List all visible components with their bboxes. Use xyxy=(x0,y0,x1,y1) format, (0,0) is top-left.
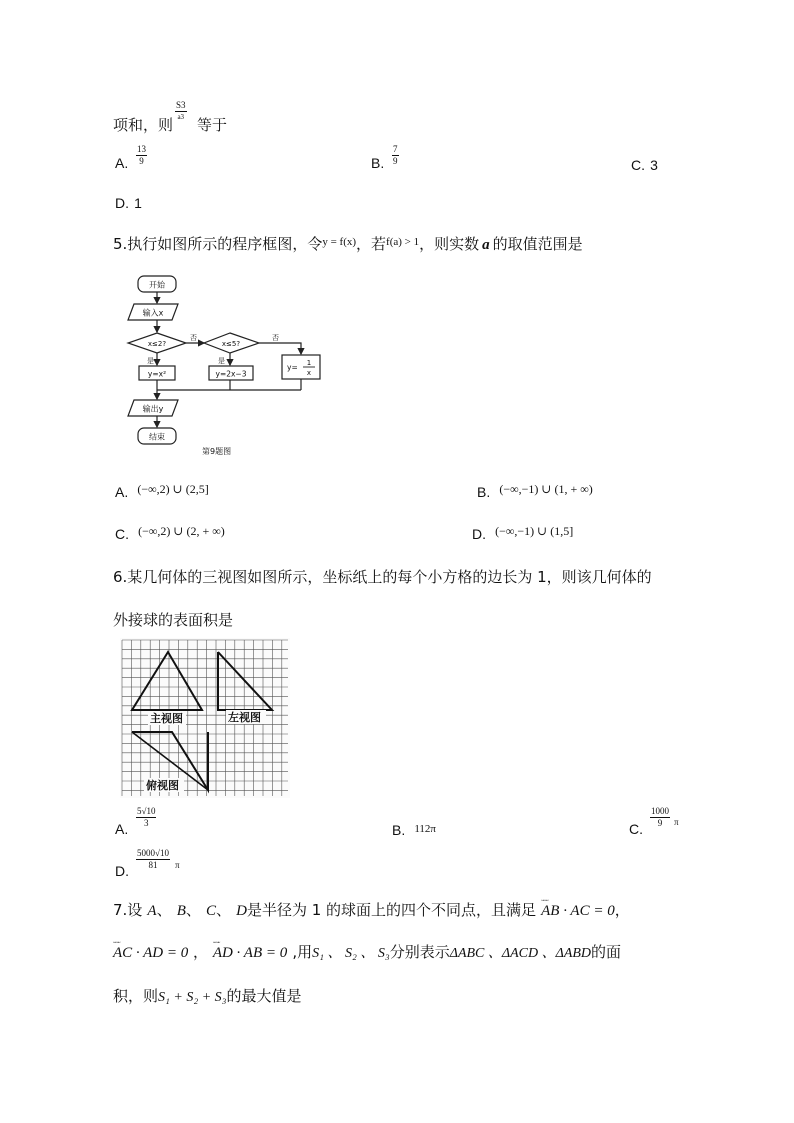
left-view-label: 左视图 xyxy=(228,711,261,724)
option-label: A. xyxy=(115,821,129,837)
q4-frac-num: S3 xyxy=(176,100,186,110)
option-label: B. xyxy=(392,822,406,838)
flow-box3-prefix: y= xyxy=(287,363,298,372)
q4-frac-den: a3 xyxy=(177,113,185,121)
option-label: C. xyxy=(629,821,643,837)
frac-num: 7 xyxy=(393,144,398,154)
q6-stem-line2: 外接球的表面积是 xyxy=(113,611,234,629)
flow-no2: 否 xyxy=(272,334,279,342)
vector-arrow-icon: ᵕᵕ ᵕᵕ xyxy=(113,938,120,947)
flow-cond1-text: x≤2? xyxy=(147,340,167,348)
q7-line3-b: 的最大值是 xyxy=(226,987,302,1005)
option-text: (−∞,2) ∪ (2, + ∞) xyxy=(138,524,225,538)
q7-line2-a: ,用 xyxy=(292,943,313,961)
frac-den: 9 xyxy=(139,156,144,166)
q7-eq2-text: AC · AD = 0 xyxy=(113,945,189,961)
q7-eq3 xyxy=(212,938,288,962)
option-suffix: π xyxy=(175,860,180,870)
flow-caption: 第9题图 xyxy=(202,447,232,456)
flow-box3-num: 1 xyxy=(306,359,312,367)
option-fraction xyxy=(136,848,170,871)
frac-num: 5000√10 xyxy=(137,848,169,858)
frac-num: 5√10 xyxy=(137,806,156,816)
option-text: (−∞,−1) ∪ (1, + ∞) xyxy=(499,482,593,496)
vector-arrow-icon: ᵕᵕ ᵕᵕ xyxy=(212,938,219,947)
q6-option-b[interactable] xyxy=(392,820,436,839)
flow-yes1: 是 xyxy=(147,357,154,365)
q5-stem-a: 5.执行如图所示的程序框图，令 xyxy=(113,235,323,253)
option-text: (−∞,−1) ∪ (1,5] xyxy=(495,524,574,538)
q7-pt-c: C xyxy=(205,903,216,919)
vector-arrow-icon: ᵕᵕ ᵕᵕ xyxy=(541,896,548,905)
q7-sep: 、 xyxy=(215,901,231,919)
option-fraction xyxy=(650,806,670,829)
q5-stem-var: a xyxy=(482,237,490,253)
option-text: 3 xyxy=(650,157,658,173)
q7-line1: 7.设 A、 B、 C、 D是半径为 1 的球面上的四个不同点，且满足 ᵕᵕ ᵕᵕ AB · AC = 0， xyxy=(113,896,630,919)
option-text: 112π xyxy=(414,823,436,835)
flow-yes2: 是 xyxy=(218,357,225,365)
q7-sum: S₁ + S₂ + S₃ xyxy=(158,990,227,1005)
frac-den: 9 xyxy=(657,818,663,828)
q5-stem-d: 的取值范围是 xyxy=(492,235,583,253)
option-label: A. xyxy=(115,484,129,500)
q7-line3 xyxy=(113,985,302,1006)
q7-line2: ᵕᵕ ᵕᵕ AC · AD = 0 ， ᵕᵕ ᵕᵕ AD · AB = 0 ,用S₁ 、 S₂ 、 S₃分别表示ΔABC 、ΔACD 、ΔABD的面 xyxy=(113,938,622,961)
flow-box1-text: y=x² xyxy=(147,369,167,379)
q7-line2-b: 分别表示 xyxy=(389,943,450,961)
q7-line2-c: 的面 xyxy=(591,943,622,961)
q5-stem xyxy=(113,233,713,255)
flow-output-text: 输出y xyxy=(142,404,164,414)
flow-cond2-text: x≤5? xyxy=(221,340,241,348)
flow-box2-text: y=2x−3 xyxy=(215,369,247,379)
flow-end-text: 结束 xyxy=(149,432,165,442)
q5-option-c[interactable] xyxy=(115,524,225,543)
frac-num: 13 xyxy=(137,144,146,154)
q4-stem-text2: 等于 xyxy=(197,116,228,134)
flowchart-figure xyxy=(120,272,340,464)
q7-pt-d: D xyxy=(236,903,247,919)
q5-stem-b: ，若 xyxy=(356,235,387,253)
q7-sep: 、 xyxy=(185,901,201,919)
q5-option-d[interactable] xyxy=(472,524,573,543)
option-text: 1 xyxy=(134,195,142,211)
option-text: (−∞,2) ∪ (2,5] xyxy=(137,482,209,496)
q4-stem-text: 项和，则 xyxy=(113,116,174,134)
option-label: D. xyxy=(115,863,129,879)
frac-den: 81 xyxy=(148,860,158,870)
flow-input-text: 输入x xyxy=(142,308,164,318)
option-fraction xyxy=(136,806,156,829)
three-view-svg xyxy=(120,638,290,798)
option-label: C. xyxy=(631,157,645,173)
flow-start-text: 开始 xyxy=(149,280,165,290)
q4-option-c[interactable] xyxy=(631,155,658,174)
q4-fraction xyxy=(175,100,187,123)
q7-pt-a: A xyxy=(147,903,157,919)
q7-tri-list: ΔABC 、ΔACD 、ΔABD xyxy=(449,946,592,961)
option-suffix: π xyxy=(674,817,679,827)
flow-box3-den: x xyxy=(306,369,312,377)
option-label: A. xyxy=(115,155,129,171)
flowchart-svg xyxy=(120,272,340,464)
q7-eq2 xyxy=(113,938,189,962)
q5-stem-c: ，则实数 xyxy=(419,235,480,253)
option-fraction xyxy=(392,144,399,167)
q6-stem-line1: 6.某几何体的三视图如图所示，坐标纸上的每个小方格的边长为 1，则该几何体的 xyxy=(113,568,652,586)
q7-sep: 、 xyxy=(156,901,172,919)
q7-eq3-text: AD · AB = 0 xyxy=(212,945,288,961)
frac-den: 9 xyxy=(393,156,398,166)
q5-stem-cond: f(a) > 1 xyxy=(386,236,420,248)
q7-line1-b: 是半径为 1 的球面上的四个不同点，且满足 xyxy=(246,901,537,919)
q4-option-d[interactable] xyxy=(115,193,142,212)
option-label: B. xyxy=(371,155,385,171)
option-label: C. xyxy=(115,526,129,542)
q5-stem-fn: y = f(x) xyxy=(322,236,357,248)
option-label: D. xyxy=(115,195,129,211)
top-view-label: 俯视图 xyxy=(146,779,179,792)
q5-option-a[interactable] xyxy=(115,482,209,501)
option-fraction xyxy=(136,144,147,167)
option-label: B. xyxy=(477,484,491,500)
q7-eq1-text: AB · AC = 0 xyxy=(541,903,615,919)
q7-eq1 xyxy=(541,896,615,920)
front-view-label: 主视图 xyxy=(150,712,183,725)
frac-den: 3 xyxy=(143,818,149,828)
flow-no1: 否 xyxy=(190,334,197,342)
q7-line1-a: 7.设 xyxy=(113,901,143,919)
frac-num: 1000 xyxy=(651,806,669,816)
option-label: D. xyxy=(472,526,486,542)
q7-s-list: S₁ 、 S₂ 、 S₃ xyxy=(312,946,390,961)
three-view-figure xyxy=(120,638,290,798)
q7-pt-b: B xyxy=(176,903,186,919)
q5-option-b[interactable] xyxy=(477,482,593,501)
q7-line3-a: 积，则 xyxy=(113,987,159,1005)
